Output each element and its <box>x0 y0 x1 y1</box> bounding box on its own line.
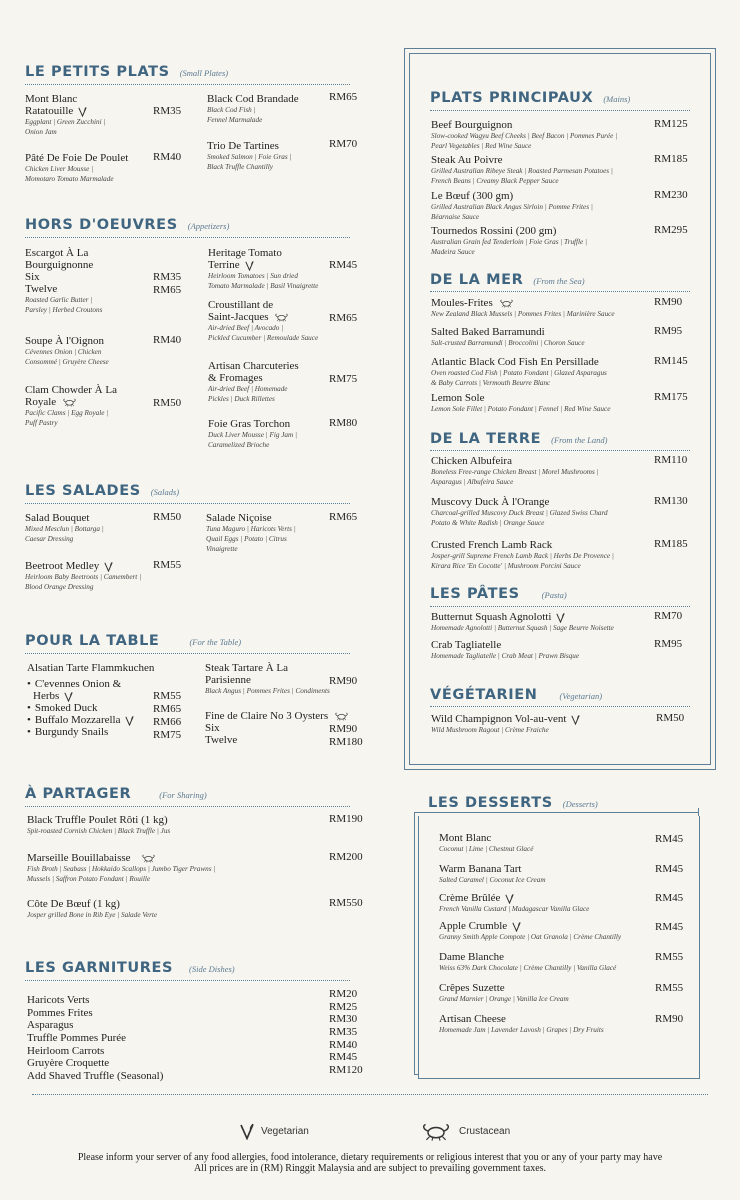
item-price: RM175 <box>654 391 688 403</box>
section-divider <box>430 110 690 111</box>
section-title: PLATS PRINCIPAUX <box>430 90 594 106</box>
item-name: Steak Au Poivre <box>431 154 503 166</box>
section-title: HORS D'OEUVRES <box>25 217 178 233</box>
item-name: Butternut Squash Agnolotti <box>431 611 552 623</box>
item-price: RM50 <box>153 511 182 523</box>
desserts-frame-bottom <box>414 1074 418 1075</box>
item-price: RM45 <box>655 833 684 845</box>
item-name: Atlantic Black Cod Fish En Persillade <box>431 356 599 368</box>
item-description: Homemade Agnolotti | Butternut Squash | Sage Beurre Noisette <box>431 624 614 632</box>
item-name: Haricots Verts <box>27 994 90 1006</box>
item-description: Homemade Tagliatelle | Crab Meat | Prawn Bisque <box>431 652 580 660</box>
item-description: Madeira Sauce <box>431 248 475 256</box>
item-name: Chicken Albufeira <box>431 455 512 467</box>
item-description: Josper-grill Supreme French Lamb Rack | Herbs De Provence | <box>431 552 614 560</box>
menu-item <box>207 140 327 172</box>
section-subtitle: (For Sharing) <box>159 790 207 800</box>
item-description: Lemon Sole Fillet | Potato Fondant | Fennel | Red Wine Sauce <box>431 405 611 413</box>
item-price: RM95 <box>654 325 683 337</box>
item-description: Potato & White Radish | Orange Sauce <box>431 519 545 527</box>
item-name: Crème Brûlée <box>439 892 501 904</box>
vegetarian-icon <box>570 713 581 725</box>
vegetarian-icon <box>63 690 74 702</box>
section-divider <box>25 980 350 981</box>
menu-item <box>208 418 333 450</box>
item-name: Le Bœuf (300 gm) <box>431 190 514 202</box>
section-subtitle: (For the Table) <box>189 637 242 647</box>
vegetarian-icon <box>124 714 135 726</box>
menu-item <box>431 455 656 487</box>
item-name: Trio De Tartines <box>207 140 279 152</box>
section-divider <box>430 606 690 607</box>
menu-item <box>431 326 656 348</box>
item-price: RM90 <box>655 1013 684 1025</box>
crustacean-icon <box>141 852 156 864</box>
menu-item <box>439 920 654 942</box>
section-subtitle: (Salads) <box>150 487 180 497</box>
menu-item <box>439 863 649 885</box>
item-name: Soupe À l'Oignon <box>25 335 104 347</box>
item-description: Consommé | Gruyère Cheese <box>25 358 109 366</box>
menu-item <box>439 1013 649 1035</box>
item-price: RM295 <box>654 224 688 236</box>
item-price: RM95 <box>654 638 683 650</box>
item-price: RM130 <box>654 495 688 507</box>
footer-divider <box>32 1094 708 1095</box>
footer-tax-note: All prices are in (RM) Ringgit Malaysia and are subject to prevailing government taxes. <box>193 1163 547 1174</box>
item-description: Kirara Rice 'En Cocotte' | Mushroom Porcini Sauce <box>431 562 581 570</box>
item-name: Pommes Frites <box>27 1006 93 1019</box>
item-description: Pickles | Duck Rillettes <box>208 395 275 403</box>
menu-item <box>439 832 649 854</box>
item-price: RM90 <box>654 296 683 308</box>
menu-item <box>439 982 649 1004</box>
item-price: RM75 <box>329 373 358 385</box>
section-title: VÉGÉTARIEN <box>430 687 538 703</box>
item-name: Pâté De Foie De Poulet <box>25 152 129 164</box>
section-divider <box>25 503 350 504</box>
item-description: Fennel Marmalade <box>207 116 263 124</box>
item-price: RM120 <box>329 1064 363 1077</box>
item-name: Warm Banana Tart <box>439 863 522 875</box>
list-item <box>27 1013 367 1032</box>
legend-crustacean: Crustacean <box>459 1126 511 1137</box>
footer-allergy-note: Please inform your server of any food allergies, food intolerance, dietary requirements or religious interest that you or any of your party may have <box>77 1152 663 1163</box>
vegetarian-icon <box>504 892 515 904</box>
crab-icon <box>420 1121 452 1145</box>
list-item <box>27 1064 367 1083</box>
item-price: RM40 <box>153 334 182 346</box>
menu-item <box>208 360 333 404</box>
crustacean-icon <box>62 396 77 408</box>
section-title: DE LA MER <box>430 272 524 288</box>
crustacean-icon <box>274 311 289 323</box>
item-description: Momotaro Tomato Marmalade <box>25 175 114 183</box>
menu-item <box>431 356 656 388</box>
item-name: Tournedos Rossini (200 gm) <box>431 225 557 237</box>
item-description: Homemade Jam | Lavender Lavosh | Grapes | Dry Fruits <box>439 1026 604 1034</box>
item-description: Fish Broth | Seabass | Hokkaido Scallops | Jumbo Tiger Prawns | <box>27 865 216 873</box>
menu-item <box>439 951 654 973</box>
item-price: RM55 <box>153 559 182 571</box>
item-description: Tuna Maguro | Haricots Verts | <box>206 525 296 533</box>
item-name: Croustillant de <box>208 299 274 311</box>
section-divider <box>430 706 690 707</box>
section-subtitle: (Vegetarian) <box>559 691 603 701</box>
section-divider <box>25 237 350 238</box>
item-name: Terrine <box>208 259 240 271</box>
section-header-garnitures <box>25 960 235 976</box>
item-option: • Smoked Duck <box>27 702 202 714</box>
item-option: Buffalo Mozzarella <box>34 714 121 726</box>
section-subtitle: (Side Dishes) <box>189 964 235 974</box>
section-subtitle: (From the Land) <box>551 435 608 445</box>
item-option: Six <box>205 722 220 734</box>
item-price: RM50 <box>656 712 685 724</box>
item-price: RM90 <box>329 675 358 687</box>
menu-item <box>431 713 656 735</box>
item-price: RM125 <box>654 118 688 130</box>
section-header-de-la-mer <box>430 272 585 288</box>
item-name: Marseille Bouillabaisse <box>27 852 131 864</box>
item-description: Black Truffle Chantilly <box>207 163 273 171</box>
section-header-pour-la-table <box>25 633 241 649</box>
item-name: Royale <box>25 396 57 408</box>
item-description: Pearl Vegetables | Red Wine Sauce <box>431 142 532 150</box>
item-price: RM550 <box>329 897 363 909</box>
list-item <box>27 1051 367 1070</box>
menu-item <box>431 611 656 633</box>
item-option: Twelve <box>25 283 58 295</box>
menu-item <box>205 662 330 696</box>
item-description: Puff Pastry <box>25 419 58 427</box>
item-description: Pickled Cucumber | Remoulade Sauce <box>208 334 319 342</box>
item-price: RM70 <box>329 138 358 150</box>
item-price: RM185 <box>654 538 688 550</box>
item-description: Duck Liver Mousse | Fig Jam | <box>208 431 297 439</box>
item-price: RM35 <box>329 1026 358 1039</box>
item-price: RM30 <box>329 1013 358 1026</box>
item-description: Heirloom Baby Beetroots | Camembert | <box>25 573 142 581</box>
item-name: Asparagus <box>27 1019 74 1032</box>
item-name: Apple Crumble <box>439 920 508 932</box>
item-name: Add Shaved Truffle (Seasonal) <box>27 1070 164 1083</box>
section-subtitle: (From the Sea) <box>533 276 585 286</box>
item-price: RM35 <box>153 105 182 117</box>
item-description: Weiss 63% Dark Chocolate | Crème Chantilly | Vanilla Glacé <box>439 964 617 972</box>
item-price: RM65 <box>329 91 358 103</box>
item-name: Salade Niçoise <box>206 512 272 524</box>
item-name: Black Truffle Poulet Rôti (1 kg) <box>27 814 168 826</box>
item-name: Salted Baked Barramundi <box>431 326 545 338</box>
item-description: Salted Caramel | Coconut Ice Cream <box>439 876 546 884</box>
item-name: Black Cod Brandade <box>207 93 299 105</box>
section-subtitle: (Desserts) <box>562 799 598 809</box>
item-name: Heirloom Carrots <box>27 1044 105 1057</box>
section-divider <box>25 84 350 85</box>
item-description: Black Cod Fish | <box>207 106 256 114</box>
section-header-desserts <box>428 795 598 811</box>
vegetarian-icon <box>244 259 255 271</box>
item-description: & Baby Carrots | Vermouth Beurre Blanc <box>431 379 551 387</box>
item-name: Dame Blanche <box>439 951 505 963</box>
menu-item <box>27 852 317 884</box>
vegetarian-icon <box>77 105 88 117</box>
item-price: RM75 <box>153 729 182 741</box>
item-price: RM185 <box>654 153 688 165</box>
item-name: Côte De Bœuf (1 kg) <box>27 898 120 910</box>
vegetarian-icon <box>555 611 566 623</box>
section-divider <box>430 450 690 451</box>
item-description: Spit-roasted Cornish Chicken | Black Truffle | Jus <box>27 827 171 835</box>
item-option: • Burgundy Snails <box>27 726 202 738</box>
item-price: RM90 <box>329 723 358 735</box>
section-title: POUR LA TABLE <box>25 633 160 649</box>
item-description: Caramelized Brioche <box>208 441 270 449</box>
item-description: Air-dried Beef | Homemade <box>208 385 288 393</box>
item-price: RM65 <box>329 511 358 523</box>
item-description: Onion Jam <box>25 128 57 136</box>
item-price: RM145 <box>654 355 688 367</box>
item-price: RM180 <box>329 736 363 748</box>
item-description: Béarnaise Sauce <box>431 213 480 221</box>
item-description: French Vanilla Custard | Madagascar Vanilla Glace <box>439 905 590 913</box>
item-description: Mussels | Saffron Potato Fondant | Rouille <box>27 875 151 883</box>
item-description: Parsley | Herbed Croutons <box>25 306 103 314</box>
item-description: Wild Mushroom Ragout | Crème Fraiche <box>431 726 549 734</box>
crustacean-icon <box>334 710 349 722</box>
item-price: RM65 <box>153 703 182 715</box>
item-name: Fine de Claire No 3 Oysters <box>205 710 329 722</box>
item-price: RM40 <box>329 1038 358 1051</box>
item-name: Ratatouille <box>25 105 74 117</box>
item-price: RM45 <box>655 892 684 904</box>
item-price: RM55 <box>655 982 684 994</box>
item-description: Pacific Clams | Egg Royale | <box>25 409 109 417</box>
item-name: Artisan Cheese <box>439 1013 506 1025</box>
desserts-frame-right <box>698 808 699 816</box>
item-name: Beef Bourguignon <box>431 119 513 131</box>
item-description: Charcoal-grilled Muscovy Duck Breast | Glazed Swiss Chard <box>431 509 608 517</box>
section-subtitle: (Pasta) <box>541 590 567 600</box>
item-description: Quail Eggs | Potato | Citrus <box>206 535 287 543</box>
item-price: RM190 <box>329 813 363 825</box>
item-option: Six <box>25 271 40 283</box>
item-description: Salt-crusted Barramundi | Broccolini | Choron Sauce <box>431 339 585 347</box>
section-divider <box>430 291 690 292</box>
item-description: Blood Orange Dressing <box>25 583 94 591</box>
menu-item <box>431 225 656 257</box>
item-description: Oven roasted Cod Fish | Potato Fondant | Glazed Asparagus <box>431 369 607 377</box>
item-description: Smoked Salmon | Foie Gras | <box>207 153 292 161</box>
item-name: Foie Gras Torchon <box>208 418 291 430</box>
item-description: Caesar Dressing <box>25 535 74 543</box>
crustacean-icon <box>499 297 514 309</box>
item-description: Boneless Free-range Chicken Breast | Morel Mushrooms | <box>431 468 599 476</box>
section-divider <box>25 806 350 807</box>
item-price: RM70 <box>654 610 683 622</box>
item-description: Heirloom Tomatoes | Sun dried <box>208 272 298 280</box>
section-title: LES PÂTES <box>430 586 520 602</box>
section-header-hors-doeuvres <box>25 217 229 233</box>
item-description: Grand Marnier | Orange | Vanilla Ice Cream <box>439 995 569 1003</box>
legend-vegetarian: Vegetarian <box>261 1126 309 1137</box>
section-title: LES GARNITURES <box>25 960 174 976</box>
item-description: Coconut | Lime | Chestnut Glacé <box>439 845 534 853</box>
item-description: Granny Smith Apple Compote | Oat Granola | Crème Chantilly <box>439 933 622 941</box>
item-price: RM110 <box>654 454 688 466</box>
item-description: Vinaigrette <box>206 545 238 553</box>
item-name: Moules-Frites <box>431 297 493 309</box>
item-price: RM45 <box>329 259 358 271</box>
item-price: RM55 <box>153 690 182 702</box>
section-divider <box>25 653 350 654</box>
item-price: RM35 <box>153 271 182 283</box>
item-description: Air-dried Beef | Avocado | <box>208 324 284 332</box>
vegetarian-icon <box>103 560 114 572</box>
item-name: Truffle Pommes Purée <box>27 1032 126 1045</box>
item-description: Mixed Mesclun | Bottarga | <box>25 525 104 533</box>
item-description: French Beans | Creamy Black Pepper Sauce <box>431 177 559 185</box>
menu-item <box>431 639 656 661</box>
menu-item <box>439 892 649 914</box>
item-price: RM230 <box>654 189 688 201</box>
menu-item <box>431 539 656 571</box>
section-title: LES SALADES <box>25 483 141 499</box>
item-price: RM80 <box>329 417 358 429</box>
section-subtitle: (Appetizers) <box>187 221 230 231</box>
item-description: Asparagus | Albufeira Sauce <box>431 478 514 486</box>
item-price: RM20 <box>329 988 358 1000</box>
menu-item <box>431 154 656 186</box>
desserts-frame <box>418 816 700 1079</box>
item-name: Mont Blanc <box>439 832 492 844</box>
section-subtitle: (Small Plates) <box>179 68 229 78</box>
menu-item <box>208 299 333 343</box>
menu-item <box>208 247 333 291</box>
item-name: Beetroot Medley <box>25 560 100 572</box>
item-description: Cévennes Onion | Chicken <box>25 348 102 356</box>
item-name: Steak Tartare À La <box>205 662 289 674</box>
section-subtitle: (Mains) <box>603 94 631 104</box>
section-title: LE PETITS PLATS <box>25 64 170 80</box>
item-description: Grilled Australian Black Angus Sirloin | Pomme Frites | <box>431 203 593 211</box>
section-title: LES DESSERTS <box>428 795 553 811</box>
item-description: New Zealand Black Mussels | Pommes Frites | Marinière Sauce <box>431 310 615 318</box>
item-name: Wild Champignon Vol-au-vent <box>431 713 567 725</box>
garnitures-list <box>27 988 367 1083</box>
item-price: RM45 <box>329 1051 358 1064</box>
item-description: Eggplant | Green Zucchini | <box>25 118 106 126</box>
item-description: Slow-cooked Wagyu Beef Cheeks | Beef Bacon | Pommes Purée | <box>431 132 618 140</box>
menu-item <box>206 512 331 554</box>
item-name: Clam Chowder À La <box>25 384 117 396</box>
menu-item <box>27 898 317 920</box>
item-price: RM200 <box>329 851 363 863</box>
item-name: Mont Blanc <box>25 93 78 105</box>
vegetarian-icon <box>511 920 522 932</box>
item-description: Roasted Garlic Butter | <box>25 296 93 304</box>
menu-item <box>431 119 656 151</box>
item-price: RM45 <box>655 863 684 875</box>
desserts-frame-left <box>414 812 415 1074</box>
item-option: Herbs <box>33 690 60 702</box>
item-name: Gruyère Croquette <box>27 1057 110 1070</box>
menu-item <box>431 297 656 319</box>
item-name: Salad Bouquet <box>25 512 90 524</box>
item-price: RM40 <box>153 151 182 163</box>
section-header-salades <box>25 483 179 499</box>
item-name: & Fromages <box>208 372 263 384</box>
menu-item <box>207 93 327 125</box>
item-description: Tomato Marmalade | Basil Vinaigrette <box>208 282 319 290</box>
item-name: Alsatian Tarte Flammkuchen <box>27 662 155 674</box>
item-name: Escargot À La <box>25 247 89 259</box>
list-item <box>27 988 367 1006</box>
section-header-vegetarien <box>430 687 602 703</box>
item-name: Bourguignonne <box>25 259 94 271</box>
item-option: • C'evennes Onion & <box>27 678 202 690</box>
item-name: Saint-Jacques <box>208 311 269 323</box>
item-description: Josper grilled Bone in Rib Eye | Salade Verte <box>27 911 158 919</box>
item-option: Twelve <box>205 734 238 746</box>
item-description: Grilled Australian Ribeye Steak | Roasted Parmesan Potatoes | <box>431 167 613 175</box>
item-price: RM65 <box>329 312 358 324</box>
section-header-petits-plats <box>25 64 228 80</box>
section-header-a-partager <box>25 786 207 802</box>
item-description: Black Angus | Pommes Frites | Condiments <box>205 687 330 695</box>
section-header-de-la-terre <box>430 431 608 447</box>
item-description: Australian Grain fed Tenderloin | Foie Gras | Truffle | <box>431 238 588 246</box>
item-name: Crêpes Suzette <box>439 982 505 994</box>
menu-item <box>431 392 656 414</box>
item-price: RM25 <box>329 1000 358 1013</box>
section-header-plats-principaux <box>430 90 630 106</box>
item-price: RM45 <box>655 921 684 933</box>
section-title: À PARTAGER <box>25 786 132 802</box>
item-price: RM66 <box>153 716 182 728</box>
item-name: Crab Tagliatelle <box>431 639 502 651</box>
menu-item <box>431 190 656 222</box>
item-description: Chicken Liver Mousse | <box>25 165 94 173</box>
desserts-frame-top <box>414 812 698 813</box>
section-title: DE LA TERRE <box>430 431 542 447</box>
section-header-les-pates <box>430 586 567 602</box>
menu-item <box>27 814 317 836</box>
item-price: RM50 <box>153 397 182 409</box>
item-price: RM55 <box>655 951 684 963</box>
menu-item <box>431 496 656 528</box>
item-name: Lemon Sole <box>431 392 485 404</box>
item-name: Parisienne <box>205 674 251 686</box>
item-name: Artisan Charcuteries <box>208 360 299 372</box>
item-name: Heritage Tomato <box>208 247 282 259</box>
item-name: Crusted French Lamb Rack <box>431 539 553 551</box>
vegetarian-icon <box>238 1122 256 1144</box>
item-name: Muscovy Duck À l'Orange <box>431 496 550 508</box>
item-price: RM65 <box>153 284 182 296</box>
